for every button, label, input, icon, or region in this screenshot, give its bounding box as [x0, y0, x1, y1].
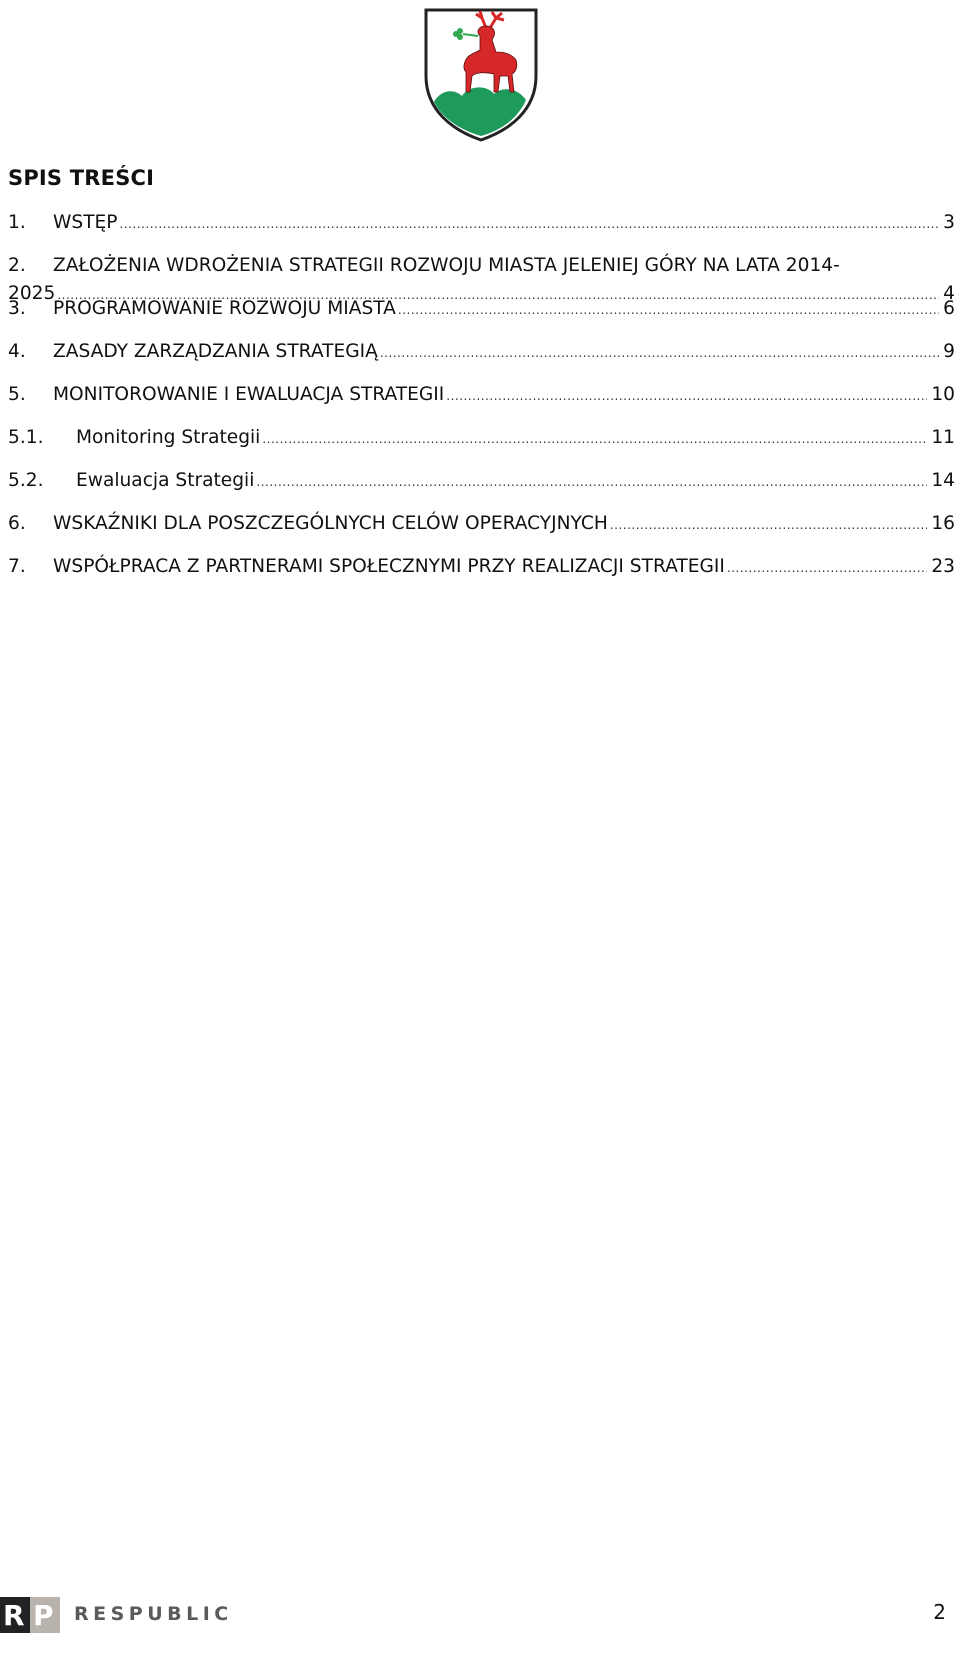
logo-r-box: [0, 1597, 30, 1633]
toc-entry-label: Ewaluacja Strategii: [76, 470, 255, 491]
dot-leader: [727, 557, 927, 579]
dot-leader: [398, 299, 939, 321]
toc-entry-1[interactable]: [8, 212, 955, 255]
toc-entry-label: Monitoring Strategii: [76, 427, 261, 448]
dot-leader: [256, 471, 927, 493]
toc-entry-4[interactable]: [8, 341, 955, 384]
toc-entry-page: 14: [931, 470, 955, 491]
toc-entry-2[interactable]: [8, 255, 955, 304]
toc-entry-label: WSKAŹNIKI DLA POSZCZEGÓLNYCH CELÓW OPERACYJNYCH: [53, 513, 608, 534]
dot-leader: [610, 514, 927, 536]
toc-entry-label: ZASADY ZARZĄDZANIA STRATEGIĄ: [53, 341, 378, 362]
toc-entry-number: 7.: [8, 556, 26, 577]
toc-entry-label: MONITOROWANIE I EWALUACJA STRATEGII: [53, 384, 445, 405]
toc-entry-number: 2.: [8, 255, 26, 276]
logo-letter-r: R: [3, 1599, 25, 1632]
toc-entry-number: 5.1.: [8, 427, 44, 448]
toc-entry-5-1[interactable]: [8, 427, 955, 470]
toc-entry-label: PROGRAMOWANIE ROZWOJU MIASTA: [53, 298, 396, 319]
toc-entry-label: WSTĘP: [53, 212, 118, 233]
toc-entry-page: 6: [943, 298, 955, 319]
toc-entry-5[interactable]: [8, 384, 955, 427]
dot-leader: [446, 385, 927, 407]
toc-entry-number: 4.: [8, 341, 26, 362]
logo-p-box: [30, 1597, 60, 1633]
toc-entry-number: 6.: [8, 513, 26, 534]
toc-entry-page: 9: [943, 341, 955, 362]
toc-title: SPIS TREŚCI: [8, 166, 155, 190]
dot-leader: [380, 342, 939, 364]
toc-entry-number: 3.: [8, 298, 26, 319]
toc-entry-6[interactable]: [8, 513, 955, 556]
table-of-contents: [8, 212, 955, 599]
toc-entry-page: 11: [931, 427, 955, 448]
dot-leader: [262, 428, 927, 450]
toc-entry-page: 10: [931, 384, 955, 405]
page-number: 2: [933, 1600, 946, 1624]
logo-letter-p: P: [33, 1599, 54, 1632]
toc-entry-3[interactable]: [8, 298, 955, 341]
toc-entry-5-2[interactable]: [8, 470, 955, 513]
brand-name: RESPUBLIC: [74, 1603, 233, 1625]
toc-entry-page: 23: [931, 556, 955, 577]
toc-entry-label: WSPÓŁPRACA Z PARTNERAMI SPOŁECZNYMI PRZY REALIZACJI STRATEGII: [53, 556, 725, 577]
toc-entry-page: 3: [943, 212, 955, 233]
toc-entry-7[interactable]: [8, 556, 955, 599]
toc-entry-number: 5.: [8, 384, 26, 405]
toc-entry-page: 4: [943, 283, 955, 304]
toc-entry-page: 16: [931, 513, 955, 534]
toc-entry-label: ZAŁOŻENIA WDROŻENIA STRATEGII ROZWOJU MIASTA JELENIEJ GÓRY NA LATA 2014-: [53, 255, 840, 276]
dot-leader: [120, 213, 940, 235]
deer-coat-of-arms-icon: [420, 6, 542, 142]
toc-entry-label-continuation: 2025: [8, 283, 56, 304]
toc-entry-number: 1.: [8, 212, 26, 233]
toc-entry-number: 5.2.: [8, 470, 44, 491]
